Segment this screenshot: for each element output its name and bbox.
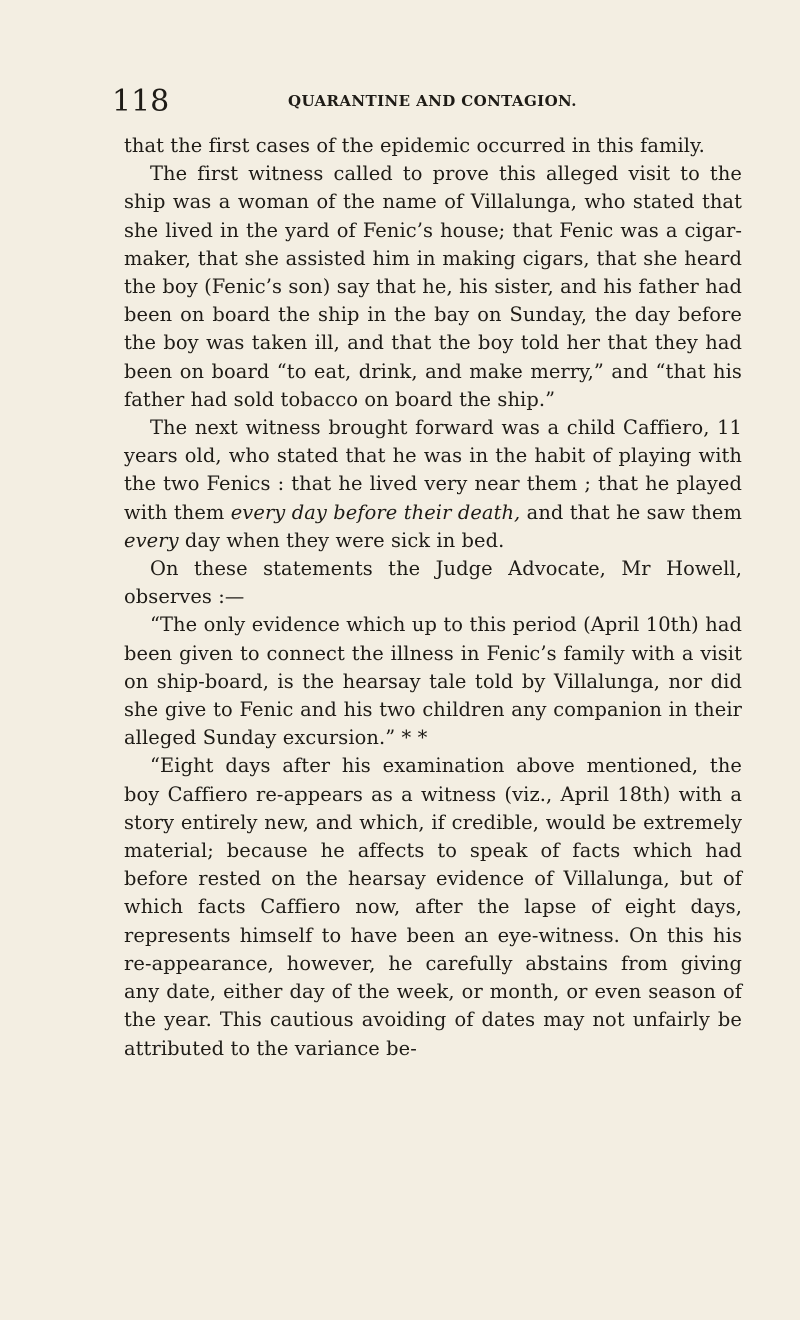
paragraph-first-witness: The first witness called to prove this alleged visit to the ship was a woman of the name of Villalunga, who stated that she lived in the yard of Fenic’s house; that Fenic was a cigar-maker, that she assisted him in making cigars, that she heard the boy (Fenic’s son) say that he, his sister, and his father had been on board the ship in the bay on Sunday, the day before the boy was taken ill, and that the boy told her that they had been on board “to eat, drink, and make merry,” and “that his father had sold tobacco on board the ship.” bbox=[124, 162, 742, 411]
quote-eight-days: “Eight days after his examination above mentioned, the boy Caffiero re-appears as a witness (viz., April 18th) with a story entirely new, and which, if credible, would be extremely material; because he affects to speak of facts which had before rested on the hearsay evidence of Villalunga, but of which facts Caffiero now, after the lapse of eight days, represents himself to have been an eye-witness. On this his re-appearance, however, he carefully abstains from giving any date, either day of the week, or month, or even season of the year. This cautious avoiding of dates may not unfairly be attributed to the variance be- bbox=[124, 754, 742, 1060]
italic-phrase: every day before their death, bbox=[230, 500, 521, 524]
paragraph-continuation: that the first cases of the epidemic occurred in this family. bbox=[124, 134, 705, 157]
quote-only-evidence: “The only evidence which up to this period (April 10th) had been given to connect the illness in Fenic’s family with a visit on ship-board, is the hearsay tale told by Villalunga, nor did she give to Fenic and his two children any companion in their alleged Sunday excursion.” * * bbox=[124, 613, 742, 750]
paragraph-judge-advocate: On these statements the Judge Advocate, Mr Howell, observes :— bbox=[124, 557, 742, 609]
paragraph-text: and that he saw them bbox=[520, 500, 742, 524]
paragraph-text: day when they were sick in bed. bbox=[178, 528, 505, 552]
page-header bbox=[112, 84, 740, 124]
paragraph-text: The next witness brought forward was a child Caffiero, 11 years old, who stated that he was in the habit of playing with the two Fenics : that he lived very near them ; that he played with them bbox=[124, 416, 742, 524]
italic-word: every bbox=[124, 528, 179, 552]
paragraph-next-witness bbox=[124, 414, 742, 555]
running-title: QUARANTINE AND CONTAGION. bbox=[288, 92, 577, 110]
page-number: 118 bbox=[112, 84, 170, 119]
body-text bbox=[124, 132, 742, 1063]
